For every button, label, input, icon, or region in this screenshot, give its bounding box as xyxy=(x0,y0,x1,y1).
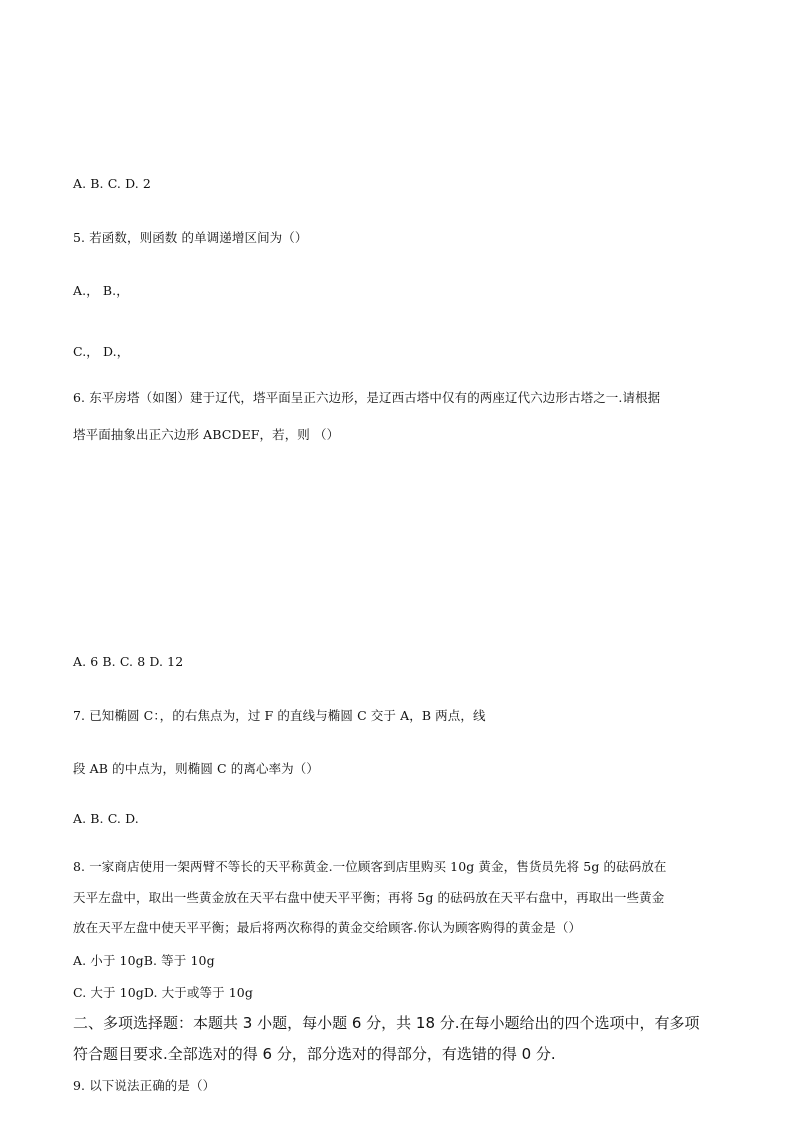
q6-stem-line-2: 塔平面抽象出正六边形 ABCDEF，若，则 （） xyxy=(73,427,340,442)
q8-stem-line-2: 天平左盘中，取出一些黄金放在天平右盘中使天平平衡；再将 5g 的砝码放在天平右盘中，再取出一些黄金 xyxy=(73,890,665,905)
q9-stem: 9. 以下说法正确的是（） xyxy=(73,1078,216,1093)
q7-options: A. B. C. D. xyxy=(73,811,139,826)
section-2-heading-line-2: 符合题目要求.全部选对的得 6 分，部分选对的得部分，有选错的得 0 分. xyxy=(73,1045,556,1063)
q5-options-ab: A.， B.， xyxy=(73,283,129,298)
q6-stem-line-1: 6. 东平房塔（如图）建于辽代，塔平面呈正六边形，是辽西古塔中仅有的两座辽代六边形古塔之一.请根据 xyxy=(73,390,661,405)
q8-options-ab: A. 小于 10gB. 等于 10g xyxy=(73,953,215,968)
q8-options-cd: C. 大于 10gD. 大于或等于 10g xyxy=(73,985,253,1000)
q8-stem-line-1: 8. 一家商店使用一架两臂不等长的天平称黄金.一位顾客到店里购买 10g 黄金，售货员先将 5g 的砝码放在 xyxy=(73,859,667,874)
section-2-heading-line-1: 二、多项选择题：本题共 3 小题，每小题 6 分，共 18 分.在每小题给出的四个选项中，有多项 xyxy=(73,1014,700,1032)
q5-stem: 5. 若函数，则函数 的单调递增区间为（） xyxy=(73,230,308,245)
q7-stem-line-2: 段 AB 的中点为，则椭圆 C 的离心率为（） xyxy=(73,761,319,776)
q6-options: A. 6 B. C. 8 D. 12 xyxy=(73,654,184,669)
q5-options-cd: C.， D.， xyxy=(73,344,130,359)
q7-stem-line-1: 7. 已知椭圆 C：，的右焦点为，过 F 的直线与椭圆 C 交于 A，B 两点，线 xyxy=(73,708,486,723)
q4-options: A. B. C. D. 2 xyxy=(73,176,151,191)
q8-stem-line-3: 放在天平左盘中使天平平衡；最后将两次称得的黄金交给顾客.你认为顾客购得的黄金是（） xyxy=(73,920,582,935)
